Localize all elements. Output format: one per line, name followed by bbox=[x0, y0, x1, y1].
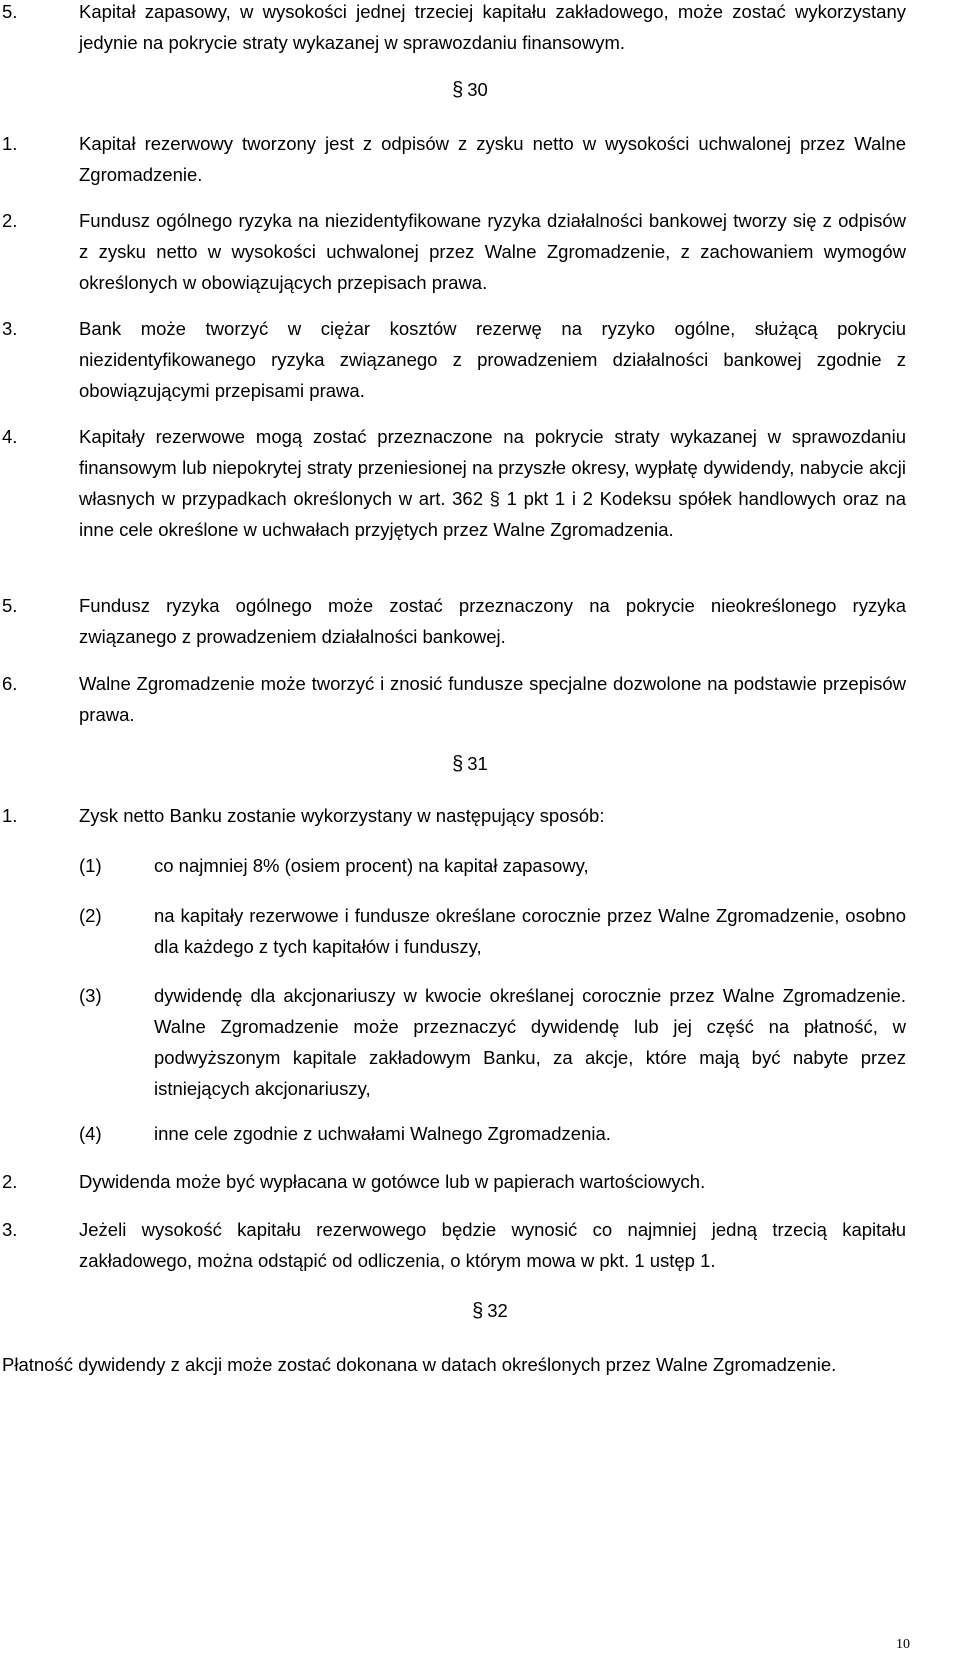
paragraph-text: Fundusz ogólnego ryzyka na niezidentyfikowane ryzyka działalności bankowej tworzy się z odpisów z zysku netto w wysokości uchwalonej przez Walne Zgromadzenie, z zachowaniem wymogów określonych w obowiązujących przepisach prawa. bbox=[79, 210, 906, 293]
paragraph-text: Płatność dywidendy z akcji może zostać dokonana w datach określonych przez Walne Zgromadzenie. bbox=[2, 1354, 837, 1375]
section-heading-32 bbox=[20, 1295, 960, 1327]
list-item-text: co najmniej 8% (osiem procent) na kapitał zapasowy, bbox=[154, 855, 589, 876]
section32-paragraph bbox=[2, 1349, 906, 1380]
paragraph-number: 1. bbox=[2, 805, 18, 826]
paragraph-text: Kapitały rezerwowe mogą zostać przeznaczone na pokrycie straty wykazanej w sprawozdaniu finansowym lub niepokrytej straty przeniesionej na przyszłe okresy, wypłatę dywidendy, nabycie akcji własnych w przypadkach określonych w art. 362 § 1 pkt 1 i 2 Kodeksu spółek handlowych oraz na inne cele określone w uchwałach przyjętych przez Walne Zgromadzenia. bbox=[79, 426, 906, 540]
paragraph-number: 4. bbox=[2, 426, 18, 447]
list-item-text: dywidendę dla akcjonariuszy w kwocie określanej corocznie przez Walne Zgromadzenie. Walne Zgromadzenie może przeznaczyć dywidendę lub jej część na płatność, w podwyższonym kapitale zakładowym Banku, za akcje, które mają być nabyte przez istniejących akcjonariuszy, bbox=[154, 985, 906, 1099]
paragraph-number: 2. bbox=[2, 210, 18, 231]
list-item-number: (1) bbox=[79, 855, 102, 876]
section-symbol: § bbox=[452, 753, 464, 775]
paragraph-text: Bank może tworzyć w ciężar kosztów rezerwę na ryzyko ogólne, służącą pokryciu niezidentyfikowanego ryzyka związanego z prowadzeniem działalności bankowej zgodnie z obowiązującymi przepisami prawa. bbox=[79, 318, 906, 401]
paragraph-text: Fundusz ryzyka ogólnego może zostać przeznaczony na pokrycie nieokreślonego ryzyka związanego z prowadzeniem działalności bankowej. bbox=[79, 595, 906, 647]
list-item-2 bbox=[79, 900, 906, 962]
section31-paragraph-2 bbox=[2, 1166, 906, 1197]
paragraph-number: 1. bbox=[2, 133, 18, 154]
paragraph-number: 3. bbox=[2, 318, 18, 339]
paragraph-number: 5. bbox=[2, 1, 18, 22]
list-item-text: na kapitały rezerwowe i fundusze określane corocznie przez Walne Zgromadzenie, osobno dla każdego z tych kapitałów i funduszy, bbox=[154, 905, 906, 957]
section-heading-30 bbox=[0, 74, 940, 106]
section30-paragraph-5 bbox=[2, 590, 906, 652]
list-item-number: (3) bbox=[79, 985, 102, 1006]
list-item-1 bbox=[79, 850, 906, 881]
section-number: 30 bbox=[467, 79, 488, 100]
paragraph-number: 6. bbox=[2, 673, 18, 694]
section-heading-31 bbox=[0, 748, 940, 780]
section30-paragraph-2 bbox=[2, 205, 906, 298]
paragraph-text: Walne Zgromadzenie może tworzyć i znosić fundusze specjalne dozwolone na podstawie przepisów prawa. bbox=[79, 673, 906, 725]
paragraph-text: Kapitał zapasowy, w wysokości jednej trzeciej kapitału zakładowego, może zostać wykorzystany jedynie na pokrycie straty wykazanej w sprawozdaniu finansowym. bbox=[79, 1, 906, 53]
list-item-number: (2) bbox=[79, 905, 102, 926]
paragraph-text: Jeżeli wysokość kapitału rezerwowego będzie wynosić co najmniej jedną trzecią kapitału zakładowego, można odstąpić od odliczenia, o którym mowa w pkt. 1 ustęp 1. bbox=[79, 1219, 906, 1271]
section31-paragraph-3 bbox=[2, 1214, 906, 1276]
list-item-text: inne cele zgodnie z uchwałami Walnego Zgromadzenia. bbox=[154, 1123, 611, 1144]
section-symbol: § bbox=[472, 1300, 484, 1322]
section31-paragraph-1 bbox=[2, 800, 906, 831]
list-item-4 bbox=[79, 1118, 906, 1149]
section-number: 32 bbox=[487, 1300, 508, 1321]
paragraph-text: Kapitał rezerwowy tworzony jest z odpisów z zysku netto w wysokości uchwalonej przez Walne Zgromadzenie. bbox=[79, 133, 906, 185]
paragraph-text: Zysk netto Banku zostanie wykorzystany w następujący sposób: bbox=[79, 805, 605, 826]
section30-paragraph-1 bbox=[2, 128, 906, 190]
section30-paragraph-3 bbox=[2, 313, 906, 406]
paragraph-5-top bbox=[2, 0, 906, 58]
paragraph-number: 5. bbox=[2, 595, 18, 616]
paragraph-text: Dywidenda może być wypłacana w gotówce lub w papierach wartościowych. bbox=[79, 1171, 706, 1192]
page-number: 10 bbox=[896, 1637, 910, 1652]
section30-paragraph-4 bbox=[2, 421, 906, 545]
list-item-3 bbox=[79, 980, 906, 1104]
section-number: 31 bbox=[467, 753, 488, 774]
paragraph-number: 2. bbox=[2, 1171, 18, 1192]
paragraph-number: 3. bbox=[2, 1219, 18, 1240]
list-item-number: (4) bbox=[79, 1123, 102, 1144]
section-symbol: § bbox=[452, 79, 464, 101]
section30-paragraph-6 bbox=[2, 668, 906, 730]
